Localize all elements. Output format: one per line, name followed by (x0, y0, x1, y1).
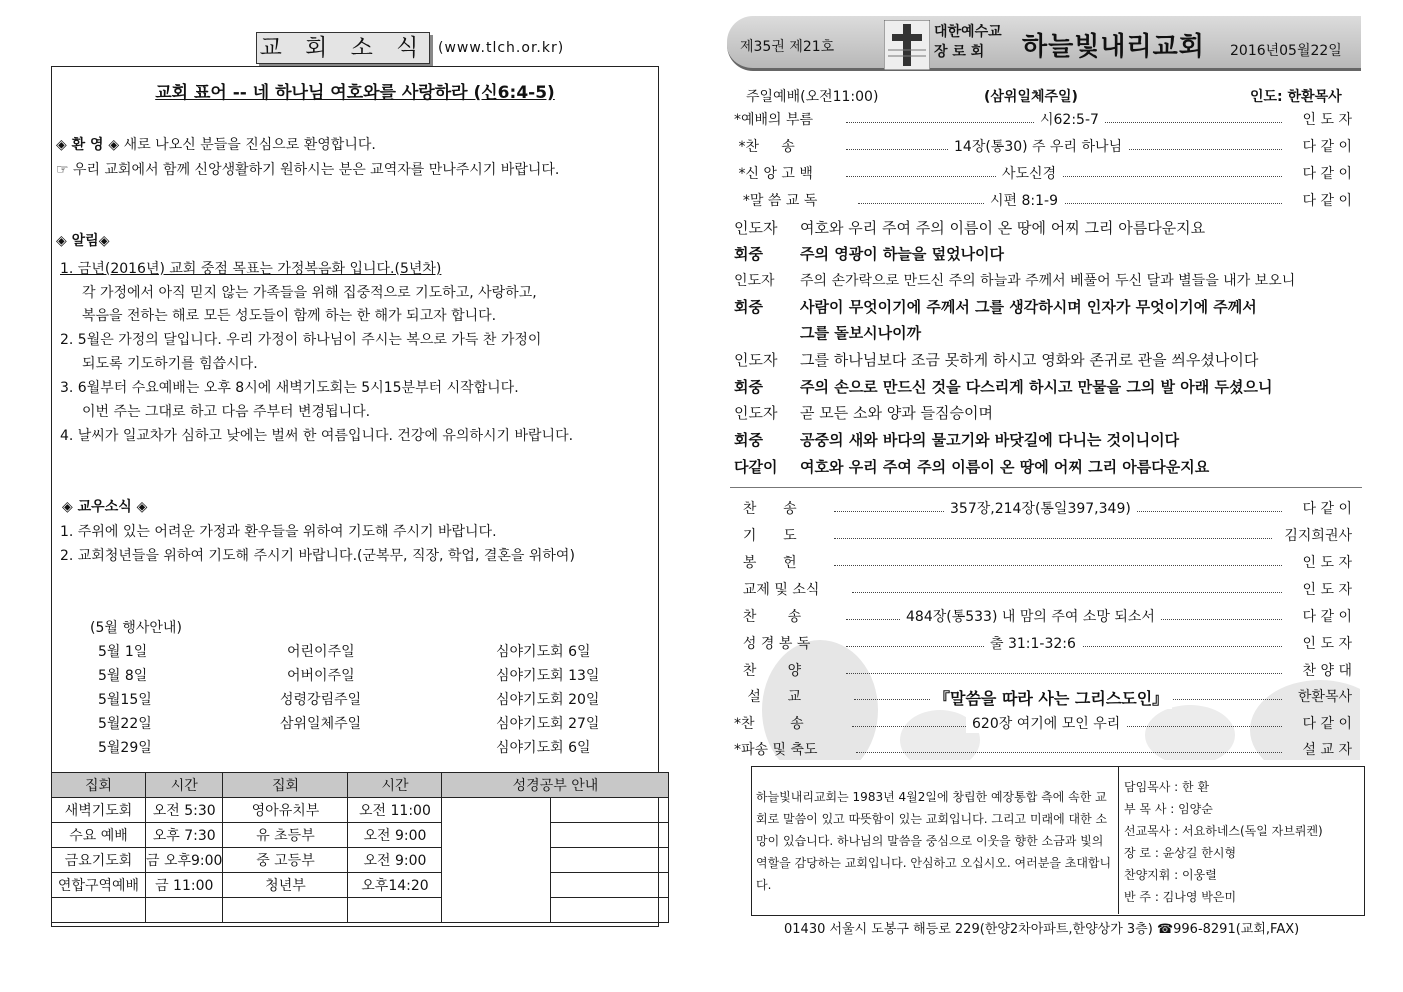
table-cell: 오전 5:30 (146, 798, 223, 823)
event-date: 5월 1일 (98, 644, 148, 660)
event-vigil: 심야기도회 6일 (496, 740, 591, 756)
order-label: *찬 송 (734, 139, 795, 155)
order-row (734, 633, 1352, 655)
event-name: 어린이주일 (287, 644, 355, 660)
table-row (52, 848, 669, 873)
dot-leader (852, 592, 1282, 593)
order-row (734, 163, 1352, 185)
event-date: 5월22일 (98, 716, 152, 732)
order-person: 인 도 자 (1302, 582, 1352, 598)
event-name: 성령강림주일 (280, 692, 362, 708)
affairs-1: 1. 주위에 있는 어려운 가정과 환우들을 위하여 기도해 주시기 바랍니다. (60, 524, 497, 540)
notice-1-cont2: 복음을 전하는 해로 모든 성도들이 함께 하는 한 해가 되고자 합니다. (82, 308, 497, 324)
table-cell: 영아유치부 (223, 798, 348, 823)
order-row (734, 525, 1352, 547)
cross-logo-icon (884, 20, 930, 70)
order-row (734, 190, 1352, 212)
order-label: 찬 송 (734, 609, 802, 625)
welcome-line (56, 134, 376, 154)
notice-3: 3. 6월부터 수요예배는 오후 8시에 새벽기도회는 5시15분부터 시작합니다. (60, 380, 519, 396)
reading-text: 사람이 무엇이기에 주께서 그를 생각하시며 인자가 무엇이기에 주께서 (800, 298, 1257, 316)
service-title: 주일예배(오전11:00) (746, 89, 879, 105)
website-url[interactable]: (www.tlch.or.kr) (438, 40, 565, 56)
staff-item: 부 목 사 : 임양순 (1124, 802, 1213, 816)
notice-2: 2. 5월은 가정의 달입니다. 우리 가정이 하나님이 주시는 복으로 가득 찬 가정이 (60, 332, 542, 348)
order-row (734, 498, 1352, 520)
table-cell: 새벽기도회 (52, 798, 146, 823)
welcome-text: 새로 나오신 분들을 진심으로 환영합니다. (123, 137, 376, 153)
table-cell: 유 초등부 (223, 823, 348, 848)
table-cell: 금 오후9:00 (146, 848, 223, 873)
service-leader: 인도: 한환목사 (1250, 89, 1342, 105)
sermon-title: 『말씀을 따라 사는 그리스도인』 (930, 686, 1172, 709)
table-cell (52, 898, 146, 923)
notice-4: 4. 날씨가 일교차가 심하고 낮에는 벌써 한 여름입니다. 건강에 유의하시기 바랍니다. (60, 428, 574, 444)
event-date: 5월15일 (98, 692, 152, 708)
church-motto: 교회 표어 -- 네 하나님 여호와를 사랑하라 (신6:4-5) (155, 83, 555, 103)
order-label: 성 경 봉 독 (734, 636, 811, 652)
denomination (934, 22, 1002, 62)
order-label: 찬 양 (734, 663, 802, 679)
event-vigil: 심야기도회 13일 (496, 668, 600, 684)
events-heading: (5월 행사안내) (90, 620, 182, 636)
order-content: 사도신경 (996, 163, 1062, 183)
order-row (734, 552, 1352, 574)
table-cell: 금 11:00 (146, 873, 223, 898)
reading-text: 주의 영광이 하늘을 덮었나이다 (800, 245, 1005, 263)
order-content: 14장(통30) 주 우리 하나님 (948, 136, 1128, 156)
order-label: *예배의 부름 (734, 112, 814, 128)
schedule-table (51, 772, 669, 923)
event-date: 5월29일 (98, 740, 152, 756)
reading-speaker: 회중 (734, 245, 763, 263)
affairs-heading: ◈ 교우소식 ◈ (62, 499, 148, 515)
order-content: 출 31:1-32:6 (984, 633, 1082, 653)
order-row (734, 660, 1352, 682)
order-content: 620장 여기에 모인 우리 (966, 713, 1126, 733)
order-person: 다 같 이 (1302, 193, 1352, 209)
section-divider (730, 487, 1362, 488)
reading-text: 공중의 새와 바다의 물고기와 바닷길에 다니는 것이니이다 (800, 431, 1180, 449)
staff-item: 반 주 : 김나영 박은미 (1124, 890, 1237, 904)
order-label: 교제 및 소식 (734, 582, 820, 598)
order-content: 357장,214장(통일397,349) (944, 498, 1137, 518)
order-label: *찬 송 (734, 716, 804, 732)
bulletin-date: 2016년05월22일 (1230, 43, 1342, 59)
staff-item: 담임목사 : 한 환 (1124, 780, 1210, 794)
reading-line (734, 243, 1004, 264)
order-person: 인 도 자 (1302, 555, 1352, 571)
table-cell: 중 고등부 (223, 848, 348, 873)
volume-number: 제35권 제21호 (740, 39, 835, 55)
table-cell (551, 823, 669, 848)
table-row (52, 873, 669, 898)
table-header (52, 773, 669, 798)
dot-leader (858, 203, 1282, 204)
order-person: 다 같 이 (1302, 501, 1352, 517)
table-row (52, 898, 669, 923)
reading-line (734, 402, 993, 423)
table-cell: 오전 9:00 (348, 848, 442, 873)
reading-line (734, 322, 921, 343)
table-cell: 오전 9:00 (348, 823, 442, 848)
order-person: 인 도 자 (1302, 112, 1352, 128)
table-cell: 청년부 (223, 873, 348, 898)
order-label: *말 씀 교 독 (734, 193, 818, 209)
order-person: 다 같 이 (1302, 716, 1352, 732)
reading-text: 여호와 우리 주여 주의 이름이 온 땅에 어찌 그리 아름다운지요 (800, 219, 1206, 237)
order-row (734, 606, 1352, 628)
reading-text: 그를 돌보시나이까 (800, 324, 922, 342)
order-label: *파송 및 축도 (734, 742, 818, 758)
notice-1-cont: 각 가정에서 아직 믿지 않는 가족들을 위해 집중적으로 기도하고, 사랑하고, (82, 285, 537, 301)
reading-speaker: 회중 (734, 431, 763, 449)
table-cell: 오후 7:30 (146, 823, 223, 848)
dot-leader (846, 673, 1282, 674)
reading-speaker: 인도자 (734, 273, 775, 289)
header-cell: 성경공부 안내 (442, 773, 669, 798)
staff-item: 장 로 : 윤상길 한시형 (1124, 846, 1237, 860)
reading-speaker: 인도자 (734, 219, 778, 237)
order-row (734, 686, 1352, 708)
order-row (734, 739, 1352, 761)
affairs-2: 2. 교회청년들을 위하여 기도해 주시기 바랍니다.(군복무, 직장, 학업, 결혼을 위하여) (60, 548, 575, 564)
reading-speaker: 인도자 (734, 404, 778, 422)
reading-line (734, 217, 1205, 238)
reading-text: 곧 모든 소와 양과 들짐승이며 (800, 404, 993, 422)
table-cell (551, 898, 669, 923)
table-cell (442, 798, 551, 923)
dot-leader (834, 565, 1282, 566)
reading-line (734, 349, 1258, 370)
reading-line (734, 376, 1272, 397)
denomination-line: 장 로 회 (934, 44, 985, 60)
order-person: 다 같 이 (1302, 166, 1352, 182)
order-content: 시62:5-7 (1034, 109, 1105, 129)
order-person: 다 같 이 (1302, 139, 1352, 155)
reading-speaker: 회중 (734, 378, 763, 396)
table-row (52, 823, 669, 848)
order-label: 설 교 (734, 689, 802, 705)
order-person: 설 교 자 (1302, 742, 1352, 758)
church-address: 01430 서울시 도봉구 해등로 229(한양2차아파트,한양상가 3층) ☎996-8291(교회,FAX) (784, 922, 1300, 937)
reading-text: 여호와 우리 주여 주의 이름이 온 땅에 어찌 그리 아름다운지요 (800, 458, 1210, 476)
header-cell: 시간 (146, 773, 223, 798)
reading-text: 그를 하나님보다 조금 못하게 하시고 영화와 존귀로 관을 씌우셨나이다 (800, 351, 1259, 369)
order-person: 김지희권사 (1284, 528, 1352, 544)
order-content: 시편 8:1-9 (984, 190, 1064, 210)
staff-item: 선교목사 : 서요하네스(독일 자브뤼켄) (1124, 824, 1323, 838)
order-row (734, 713, 1352, 735)
table-cell (223, 898, 348, 923)
order-person: 한환목사 (1297, 689, 1352, 705)
reading-speaker: 인도자 (734, 351, 778, 369)
reading-line (734, 456, 1209, 477)
order-row (734, 136, 1352, 158)
notice-heading: ◈ 알림◈ (56, 233, 110, 249)
order-label: *신 앙 고 백 (734, 166, 813, 182)
dot-leader (846, 176, 1282, 177)
table-cell: 금요기도회 (52, 848, 146, 873)
event-name: 삼위일체주일 (280, 716, 362, 732)
event-vigil: 심야기도회 6일 (496, 644, 591, 660)
order-row (734, 579, 1352, 601)
table-cell (551, 848, 669, 873)
table-cell (146, 898, 223, 923)
dot-leader (834, 538, 1272, 539)
denomination-line: 대한예수교 (934, 24, 1002, 40)
header-cell: 집회 (223, 773, 348, 798)
service-theme: (삼위일체주일) (984, 89, 1078, 105)
staff-item: 찬양지휘 : 이웅렬 (1124, 868, 1217, 882)
dot-leader (856, 752, 1282, 753)
order-person: 다 같 이 (1302, 609, 1352, 625)
table-row (52, 798, 669, 823)
reading-line (734, 270, 1295, 290)
table-cell (348, 898, 442, 923)
event-vigil: 심야기도회 20일 (496, 692, 600, 708)
order-label: 기 도 (734, 528, 797, 544)
notice-2-cont: 되도록 기도하기를 힘씁시다. (82, 356, 258, 372)
info-divider (1118, 766, 1119, 914)
header-cell: 시간 (348, 773, 442, 798)
notice-3-cont: 이번 주는 그대로 하고 다음 주부터 변경됩니다. (82, 404, 371, 420)
news-title: 교 회 소 식 (256, 32, 430, 64)
event-name: 어버이주일 (287, 668, 355, 684)
order-label: 봉 헌 (734, 555, 797, 571)
reading-text: 주의 손으로 만드신 것을 다스리게 하시고 만물을 그의 발 아래 두셨으니 (800, 378, 1273, 396)
table-cell (551, 873, 669, 898)
order-label: 찬 송 (734, 501, 797, 517)
reading-speaker: 다같이 (734, 458, 778, 476)
church-name: 하늘빛내리교회 (1022, 32, 1205, 62)
reading-text: 주의 손가락으로 만드신 주의 하늘과 주께서 베풀어 두신 달과 별들을 내가 보오니 (800, 273, 1296, 289)
order-person: 찬 양 대 (1302, 663, 1352, 679)
welcome-note: ☞ 우리 교회에서 함께 신앙생활하기 원하시는 분은 교역자를 만나주시기 바랍니다. (56, 162, 560, 178)
table-cell: 오후14:20 (348, 873, 442, 898)
reading-line (734, 429, 1179, 450)
order-person: 인 도 자 (1302, 636, 1352, 652)
order-row (734, 109, 1352, 131)
table-cell: 오전 11:00 (348, 798, 442, 823)
table-cell: 수요 예배 (52, 823, 146, 848)
header-cell: 집회 (52, 773, 146, 798)
notice-1: 1. 금년(2016년) 교회 중점 목표는 가정복음화 입니다.(5년차) (60, 261, 442, 277)
order-content: 484장(통533) 내 맘의 주여 소망 되소서 (900, 606, 1161, 626)
reading-speaker: 회중 (734, 298, 763, 316)
church-introduction: 하늘빛내리교회는 1983년 4월2일에 창립한 예장통합 측에 속한 교회로 말씀이 있고 따뜻함이 있는 교회입니다. 그리고 미래에 대한 소망이 있습니다. 하나님의 말씀을 중심으로 이웃을 향한 소금과 빛의 역할을 감당하는 교회입니다. 안심하고 오십시오. 여러분을 초대합니다. (756, 790, 1112, 892)
reading-line (734, 296, 1257, 317)
table-cell: 연합구역예배 (52, 873, 146, 898)
event-vigil: 심야기도회 27일 (496, 716, 600, 732)
welcome-heading: ◈ 환 영 ◈ (56, 137, 120, 153)
event-date: 5월 8일 (98, 668, 148, 684)
table-cell (551, 798, 669, 823)
